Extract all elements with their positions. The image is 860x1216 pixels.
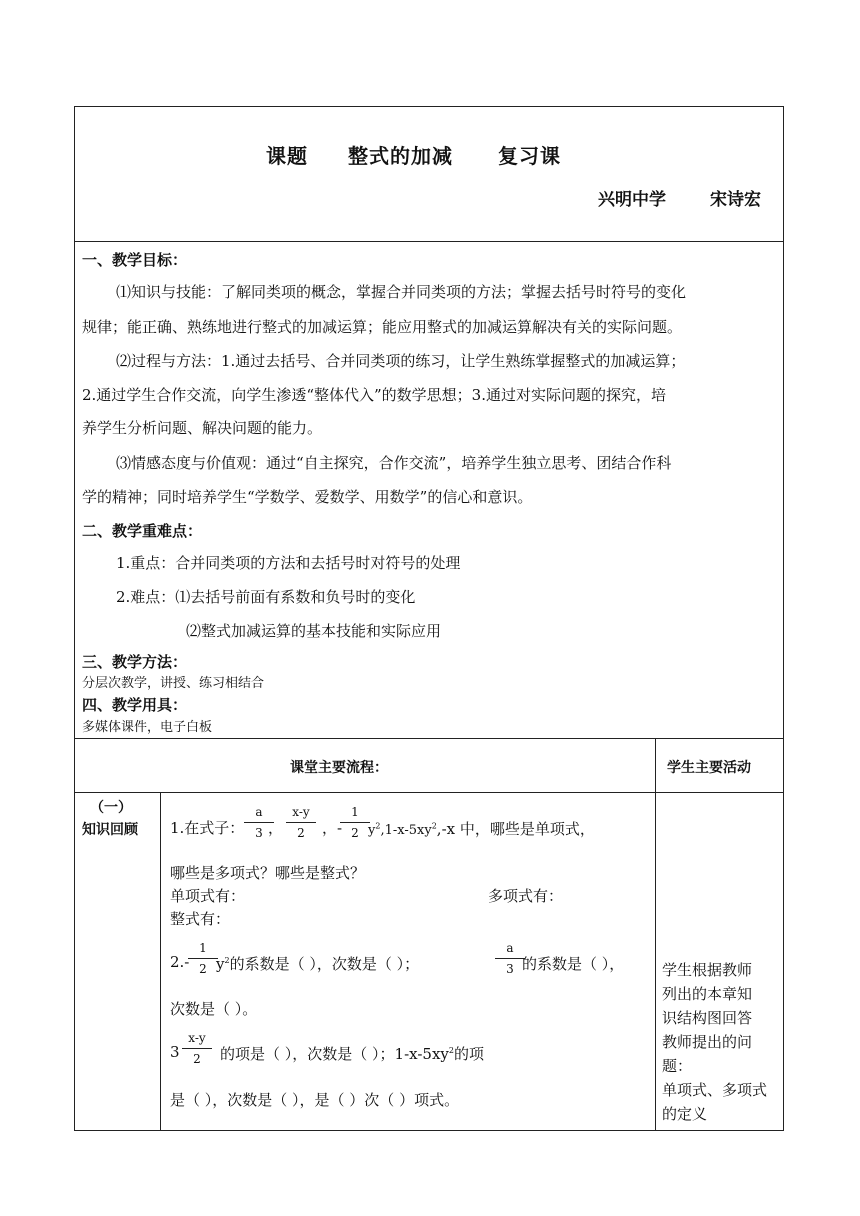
tools-text: 多媒体课件，电子白板 xyxy=(82,720,213,735)
objectives-heading: 一、教学目标： xyxy=(82,251,188,269)
q2-text xyxy=(216,953,419,974)
q1-separator: ， xyxy=(268,819,284,837)
fraction-numerator: x-y xyxy=(292,805,310,819)
fraction-denominator: 2 xyxy=(199,962,207,976)
header-divider xyxy=(74,241,784,242)
activity-column-divider xyxy=(655,738,656,1131)
fraction-denominator: 3 xyxy=(255,826,263,840)
objective-process-line3: 养学生分析问题、解决问题的能力。 xyxy=(82,419,323,437)
section-number: （一） xyxy=(90,800,132,816)
q1-expression-part: ,1-x-5xy xyxy=(380,823,432,838)
school-name: 兴明中学 xyxy=(598,190,666,210)
q1-line2: 哪些是多项式？哪些是整式？ xyxy=(170,864,366,882)
objective-process-line2: 2.通过学生合作交流，向学生渗透“整体代入”的数学思想；3.通过对实际问题的探究，培 xyxy=(82,386,666,404)
methods-text: 分层次教学，讲授、练习相结合 xyxy=(82,676,265,691)
tools-heading: 四、教学用具： xyxy=(82,696,188,714)
q2-line2: 次数是（ ）。 xyxy=(170,1000,258,1018)
q1-expression-part: y xyxy=(368,823,376,838)
objective-emotion-line1: ⑶情感态度与价值观：通过“自主探究，合作交流”，培养学生独立思考、团结合作科 xyxy=(116,454,672,472)
monomial-label: 单项式有： xyxy=(170,887,246,905)
q1-expression xyxy=(368,818,595,839)
q2-exponent: 2 xyxy=(224,956,230,965)
q2-prefix: 2.- xyxy=(170,953,190,971)
q3-exponent: 2 xyxy=(448,1046,454,1055)
q2-text-middle: 的系数是（ ），次数是（ ）； xyxy=(229,955,420,973)
polynomial-label: 多项式有： xyxy=(488,887,564,905)
activity-line: 列出的本章知 xyxy=(662,985,753,1003)
q1-fraction-3 xyxy=(338,805,372,840)
q3-text-end: 的项 xyxy=(453,1045,484,1063)
section-name: 知识回顾 xyxy=(82,822,138,838)
methods-heading: 三、教学方法： xyxy=(82,653,188,671)
q1-exponent: 2 xyxy=(375,821,381,831)
key-point-1: 1.重点：合并同类项的方法和去括号时对符号的处理 xyxy=(116,554,461,572)
fraction-numerator: a xyxy=(506,941,514,955)
activity-line: 识结构图回答 xyxy=(662,1009,753,1027)
q3-fraction xyxy=(180,1031,214,1066)
fraction-numerator: 1 xyxy=(199,941,207,955)
q1-fraction-2 xyxy=(284,805,318,840)
activity-line: 题： xyxy=(662,1057,693,1075)
fraction-numerator: x-y xyxy=(188,1031,206,1045)
title-type: 复习课 xyxy=(498,144,561,168)
fraction-denominator: 2 xyxy=(351,826,359,840)
q3-prefix: 3 xyxy=(170,1043,180,1061)
objective-emotion-line2: 学的精神；同时培养学生“学数学、爱数学、用数学”的信心和意识。 xyxy=(82,488,533,506)
column-header-flow: 课堂主要流程： xyxy=(290,760,388,776)
objective-knowledge-line1: ⑴知识与技能：了解同类项的概念，掌握合并同类项的方法；掌握去括号时符号的变化 xyxy=(116,283,687,301)
activity-line: 教师提出的问 xyxy=(662,1033,753,1051)
title-label: 课题 xyxy=(266,144,308,168)
fraction-numerator: 1 xyxy=(351,805,359,819)
key-points-heading: 二、教学重难点： xyxy=(82,522,203,540)
key-point-3: ⑵整式加减运算的基本技能和实际应用 xyxy=(186,622,442,640)
q1-expression-part: ,-x 中，哪些是单项式， xyxy=(436,820,595,838)
q2-text-end: 的系数是（ ）， xyxy=(522,955,625,973)
activity-line: 单项式、多项式 xyxy=(662,1081,768,1099)
objective-process-line1: ⑵过程与方法：1.通过去括号、合并同类项的练习，让学生熟练掌握整式的加减运算； xyxy=(116,352,686,370)
q1-exponent: 2 xyxy=(431,821,437,831)
objective-knowledge-line2: 规律；能正确、熟练地进行整式的加减运算；能应用整式的加减运算解决有关的实际问题。 xyxy=(82,318,683,336)
q3-text xyxy=(220,1043,484,1064)
q3-line2: 是（ ），次数是（ ），是（ ）次（ ）项式。 xyxy=(170,1091,460,1109)
q3-text-middle: 的项是（ ），次数是（ ）；1-x-5xy xyxy=(220,1045,449,1063)
table-header-divider xyxy=(74,792,784,793)
fraction-denominator: 2 xyxy=(297,826,305,840)
activity-line: 的定义 xyxy=(662,1105,708,1123)
section-column-divider xyxy=(160,792,161,1131)
q2-fraction-1 xyxy=(186,941,220,976)
fraction-denominator: 2 xyxy=(193,1052,201,1066)
column-header-activity: 学生主要活动 xyxy=(667,760,751,776)
q2-variable: y xyxy=(216,955,225,973)
fraction-denominator: 3 xyxy=(506,962,514,976)
q1-separator: ，- xyxy=(322,819,343,837)
table-top-divider xyxy=(74,738,784,739)
page-title: 整式的加减 xyxy=(348,144,453,168)
student-activity-text xyxy=(662,958,767,1126)
integral-expression-label: 整式有： xyxy=(170,910,231,928)
q1-prefix: 1.在式子： xyxy=(170,819,245,837)
key-point-2: 2.难点：⑴去括号前面有系数和负号时的变化 xyxy=(116,588,416,606)
activity-line: 学生根据教师 xyxy=(662,961,753,979)
teacher-name: 宋诗宏 xyxy=(710,190,761,210)
fraction-numerator: a xyxy=(255,805,263,819)
